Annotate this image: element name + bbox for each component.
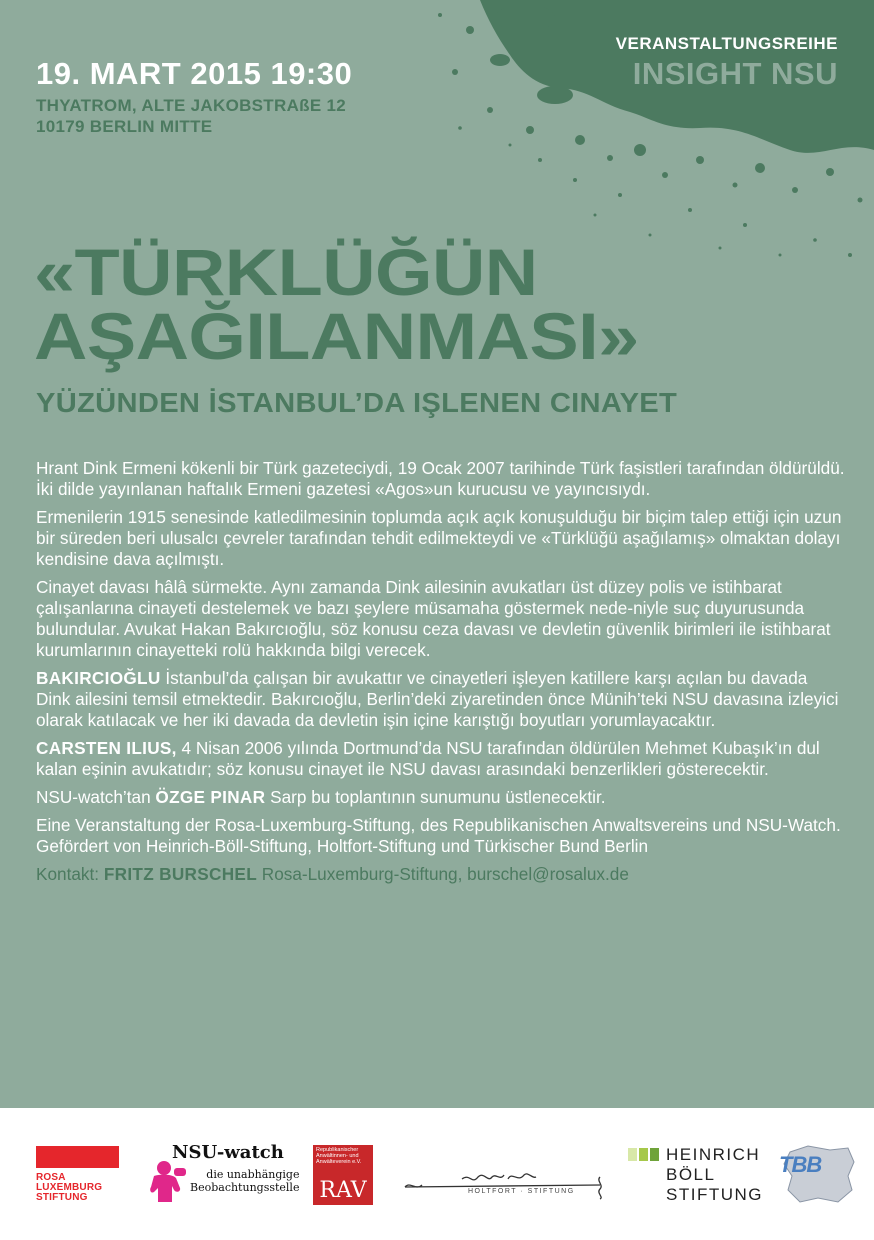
rav-logo-small-text: Republikanischer Anwältinnen- und Anwälteverein e.V. xyxy=(316,1147,362,1165)
series-title: INSIGHT NSU xyxy=(632,56,838,91)
paragraph-intro: Hrant Dink Ermeni kökenli bir Türk gazeteciydi, 19 Ocak 2007 tarihinde Türk faşistleri tarafından öldürüldü. İki dilde yayınlanan haftalık Ermeni gazetesi «Agos»un kurucusu ve yayıncısıydı. xyxy=(36,458,845,499)
paragraph-background: Ermenilerin 1915 senesinde katledilmesinin toplumda açık açık konuşulduğu bir biçim talep ettiği için uzun bir süreden beri ulusalcı çevreler tarafından tehdit edilmekteydi ve «Türklüğü aşağılamış» olmaktan dolayı kendisine dava açılmıştı. xyxy=(36,507,842,569)
moderator-name: ÖZGE PINAR xyxy=(155,787,266,807)
paragraph-organizers: Eine Veranstaltung der Rosa-Luxemburg-Stiftung, des Republikanischen Anwaltsvereins und NSU-Watch. Gefördert von Heinrich-Böll-Stiftung, Holtfort-Stiftung und Türkischer Bund Berlin xyxy=(36,815,841,856)
event-venue xyxy=(36,95,346,137)
speaker-name-bakircioglu: BAKIRCIOĞLU xyxy=(36,668,161,688)
boell-logo-squares-icon xyxy=(628,1148,660,1162)
paragraph-ilius: CARSTEN ILIUS, 4 Nisan 2006 yılında Dortmund’da NSU tarafından öldürülen Mehmet Kubaşık’ın dul kalan eşinin avukatıdır; söz konusu cinayet ile NSU davası arasındaki benzerlikleri gösterecektir. xyxy=(36,738,820,779)
headline xyxy=(34,235,639,373)
paragraph-moderator: NSU-watch’tan ÖZGE PINAR Sarp bu toplantının sunumunu üstlenecektir. xyxy=(36,787,606,807)
headline-subtitle: YÜZÜNDEN İSTANBUL’DA IŞLENEN CINAYET xyxy=(36,387,678,418)
tbb-logo-text: TBB xyxy=(779,1152,822,1177)
boell-logo-text: HEINRICH BÖLL STIFTUNG xyxy=(666,1145,763,1204)
series-label: VERANSTALTUNGSREIHE xyxy=(615,34,838,53)
headline-line2: AŞAĞILANMASI» xyxy=(34,299,639,373)
rosa-luxemburg-logo-text: ROSA LUXEMBURG STIFTUNG xyxy=(36,1172,103,1203)
rosa-luxemburg-logo-mark xyxy=(36,1146,119,1168)
contact-line: Kontakt: FRITZ BURSCHEL Rosa-Luxemburg-Stiftung, burschel@rosalux.de xyxy=(36,864,629,884)
nsu-watch-person-icon xyxy=(150,1158,188,1204)
event-date: 19. MART 2015 xyxy=(36,56,262,91)
holtfort-stiftung-logo xyxy=(400,1165,620,1205)
contact-name: FRITZ BURSCHEL xyxy=(103,864,257,884)
rav-logo-text: RAV xyxy=(319,1178,367,1203)
nsu-watch-logo-title: NSU-watch xyxy=(172,1142,284,1163)
body-text xyxy=(36,458,846,892)
speaker-name-ilius: CARSTEN ILIUS, xyxy=(36,738,177,758)
venue-address: THYATROM, ALTE JAKOBSTRAßE 12 xyxy=(36,96,347,115)
event-time: 19:30 xyxy=(270,56,353,91)
paragraph-bakircioglu: BAKIRCIOĞLU İstanbul’da çalışan bir avukattır ve cinayetleri işleyen katillere karşı açılan bu davada Dink ailesini temsil etmektedir. Bakırcıoğlu, Berlin’deki ziyaretinden önce Münih’teki NSU davasına izleyici olarak katılacak ve her iki davada da devletin işin içine karıştığı boyutları yorumlayacaktır. xyxy=(36,668,839,730)
nsu-watch-logo-subtitle: die unabhängige Beobachtungsstelle xyxy=(190,1168,300,1194)
holtfort-stiftung-logo-text: HOLTFORT · STIFTUNG xyxy=(468,1188,575,1195)
headline-line1: «TÜRKLÜĞÜN xyxy=(34,235,538,309)
venue-city: 10179 BERLIN MITTE xyxy=(36,117,213,136)
paragraph-trial: Cinayet davası hâlâ sürmekte. Aynı zamanda Dink ailesinin avukatları üst düzey polis ve istihbarat çalışanlarına cinayeti destelemek ve bazı şeylere müsamaha göstermek nede-niyle suç duyurusunda bulundular. Avukat Hakan Bakırcıoğlu, söz konusu ceza davası ve devletin güvenlik birimleri ile istihbarat kurumlarının cinayetteki rolü hakkında bilgi verecek. xyxy=(36,577,831,660)
event-date-time xyxy=(36,56,352,92)
